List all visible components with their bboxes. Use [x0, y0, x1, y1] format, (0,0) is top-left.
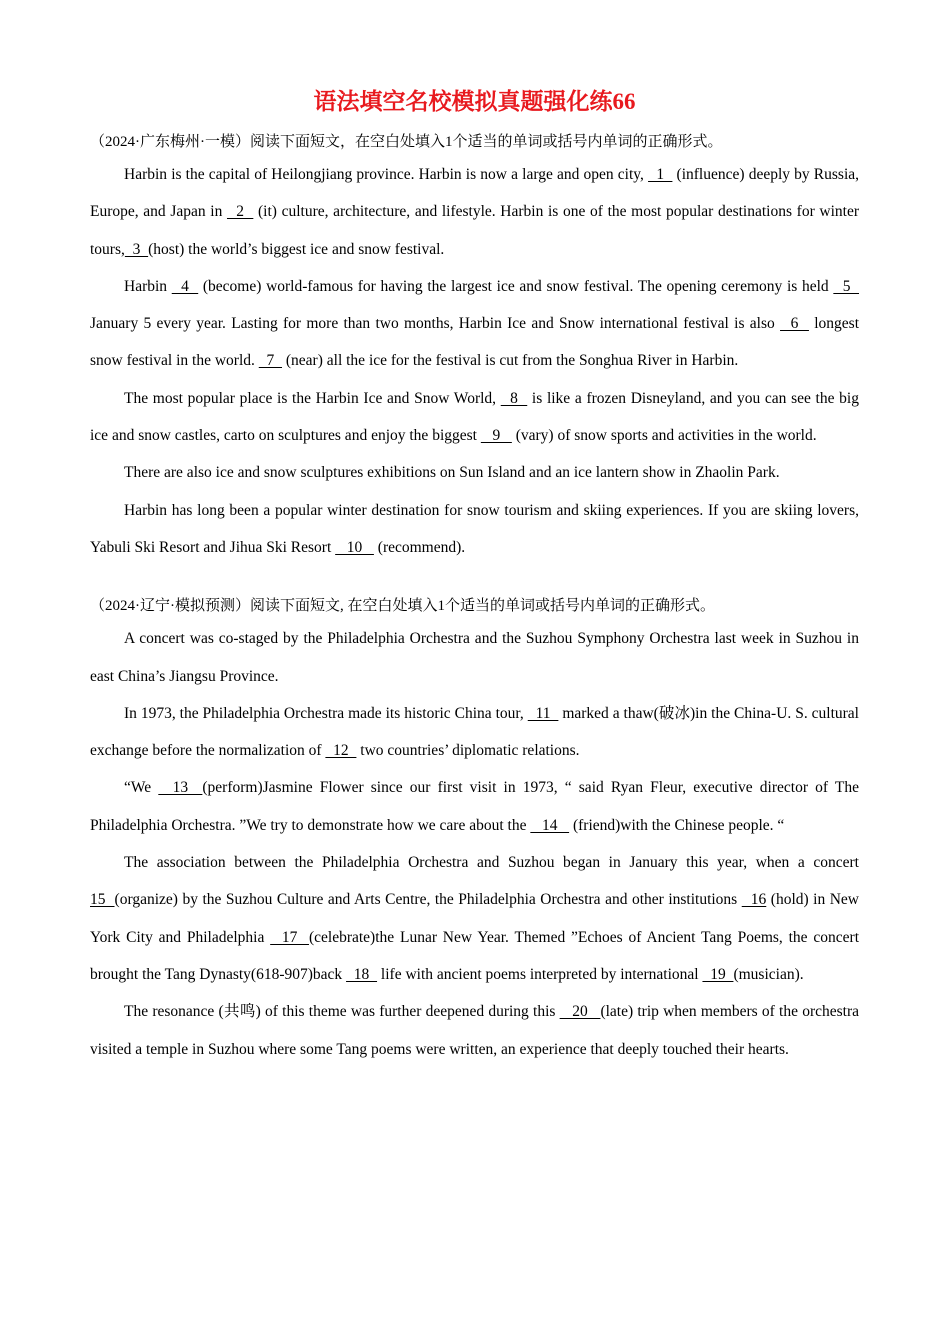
text-segment: two countries’ diplomatic relations. [356, 742, 580, 760]
answer-blank: 13 [158, 779, 203, 797]
text-segment: (celebrate)the Lunar New Year. Themed ”Echoes of Ancient Tang Poems, the concert brought the Tang Dynasty(618-907)back [90, 928, 859, 983]
text-segment: There are also ice and snow sculptures exhibitions on Sun Island and an ice lantern show in Zhaolin Park. [124, 464, 780, 482]
text-segment: (become) world-famous for having the largest ice and snow festival. The opening ceremony is held [198, 277, 834, 295]
text-segment: The resonance (共鸣) of this theme was further deepened during this [124, 1003, 560, 1021]
answer-blank: 11 [527, 704, 559, 722]
passage-paragraph [90, 156, 859, 268]
answer-blank: 2 [226, 203, 254, 221]
passage-paragraph [90, 993, 859, 1068]
text-segment: The association between the Philadelphia Orchestra and Suzhou began in January this year, when a concert [124, 854, 859, 872]
passage-paragraph [90, 454, 859, 491]
answer-blank: 19 [702, 965, 734, 983]
text-segment: (friend)with the Chinese people. “ [569, 816, 785, 834]
section-spacer [90, 566, 859, 596]
answer-blank: 20 [559, 1003, 601, 1021]
answer-blank: 5 [833, 277, 860, 295]
passage-paragraph [90, 695, 859, 770]
source-instruction: （2024·广东梅州·一模）阅读下面短文，在空白处填入1个适当的单词或括号内单词的正确形式。 [90, 134, 723, 150]
text-segment: longest snow festival in the world. [90, 315, 859, 370]
answer-blank: 9 [480, 427, 512, 445]
answer-blank: 14 [530, 816, 570, 834]
answer-blank: 8 [500, 389, 528, 407]
answer-blank: 18 [346, 965, 378, 983]
text-segment: (vary) of snow sports and activities in the world. [511, 427, 817, 445]
passage-paragraph [90, 492, 859, 567]
text-segment: (recommend). [373, 538, 466, 556]
text-segment: (hold) in New York City and Philadelphia [90, 891, 860, 946]
answer-blank: 10 [335, 538, 374, 556]
text-segment: Harbin is the capital of Heilongjiang province. Harbin is now a large and open city, [124, 166, 649, 183]
page-title: 语法填空名校模拟真题强化练66 [313, 89, 636, 114]
text-segment: life with ancient poems interpreted by international [377, 965, 703, 983]
answer-blank: 16 [741, 891, 767, 909]
text-segment: The most popular place is the Harbin Ice and Snow World, [124, 389, 501, 407]
text-segment: A concert was co-staged by the Philadelphia Orchestra and the Suzhou Symphony Orchestra last week in Suzhou in east China’s Jiangsu Province. [90, 630, 859, 685]
text-segment: is like a frozen Disneyland, and you can see the big ice and snow castles, carto on sculptures and enjoy the biggest [90, 389, 859, 445]
answer-blank: 3 [124, 240, 149, 258]
answer-blank: 6 [780, 315, 809, 333]
text-segment: Harbin [124, 277, 172, 295]
text-segment: In 1973, the Philadelphia Orchestra made its historic China tour, [124, 704, 528, 722]
text-segment: (host) the world’s biggest ice and snow festival. [148, 240, 445, 258]
source-instruction: （2024·辽宁·模拟预测）阅读下面短文, 在空白处填入1个适当的单词或括号内单词的正确形式。 [90, 598, 715, 615]
text-segment: marked a thaw(破冰)in the China-U. S. cultural exchange before the normalization of [90, 704, 859, 760]
passage-paragraph [90, 268, 859, 380]
passage-paragraph [90, 844, 859, 993]
text-segment: (musician). [733, 965, 804, 983]
text-segment: (it) culture, architecture, and lifestyle. Harbin is one of the most popular destinations for winter tours, [90, 203, 859, 258]
passage-paragraph [90, 380, 859, 455]
text-segment: (perform)Jasmine Flower since our first visit in 1973, “ said Ryan Fleur, executive director of The Philadelphia Orchestra. ”We try to demonstrate how we care about the [90, 779, 859, 834]
answer-blank: 7 [258, 352, 283, 370]
passage-paragraph [90, 769, 859, 844]
sections-container [90, 132, 859, 1068]
text-segment: (near) all the ice for the festival is cut from the Songhua River in Harbin. [282, 352, 739, 370]
passage-section [90, 596, 859, 1068]
passage-paragraph [90, 620, 859, 695]
text-segment: “We [124, 779, 159, 797]
text-segment: (late) trip when members of the orchestra visited a temple in Suzhou where some Tang poems were written, an experience that deeply touched their hearts. [90, 1003, 859, 1058]
answer-blank: 4 [171, 277, 199, 295]
document-page [90, 84, 859, 1068]
answer-blank: 17 [270, 928, 309, 946]
text-segment: (organize) by the Suzhou Culture and Arts Centre, the Philadelphia Orchestra and other institutions [114, 891, 742, 909]
text-segment: Harbin has long been a popular winter destination for snow tourism and skiing experiences. If you are skiing lovers, Yabuli Ski Resort and Jihua Ski Resort [90, 501, 859, 556]
text-segment: January 5 every year. Lasting for more than two months, Harbin Ice and Snow international festival is also [90, 315, 781, 333]
text-segment: (influence) deeply by Russia, Europe, and Japan in [90, 166, 860, 221]
answer-blank: 1 [648, 166, 673, 183]
passage-section [90, 132, 859, 566]
answer-blank: 15 [90, 891, 115, 909]
answer-blank: 12 [325, 742, 357, 760]
